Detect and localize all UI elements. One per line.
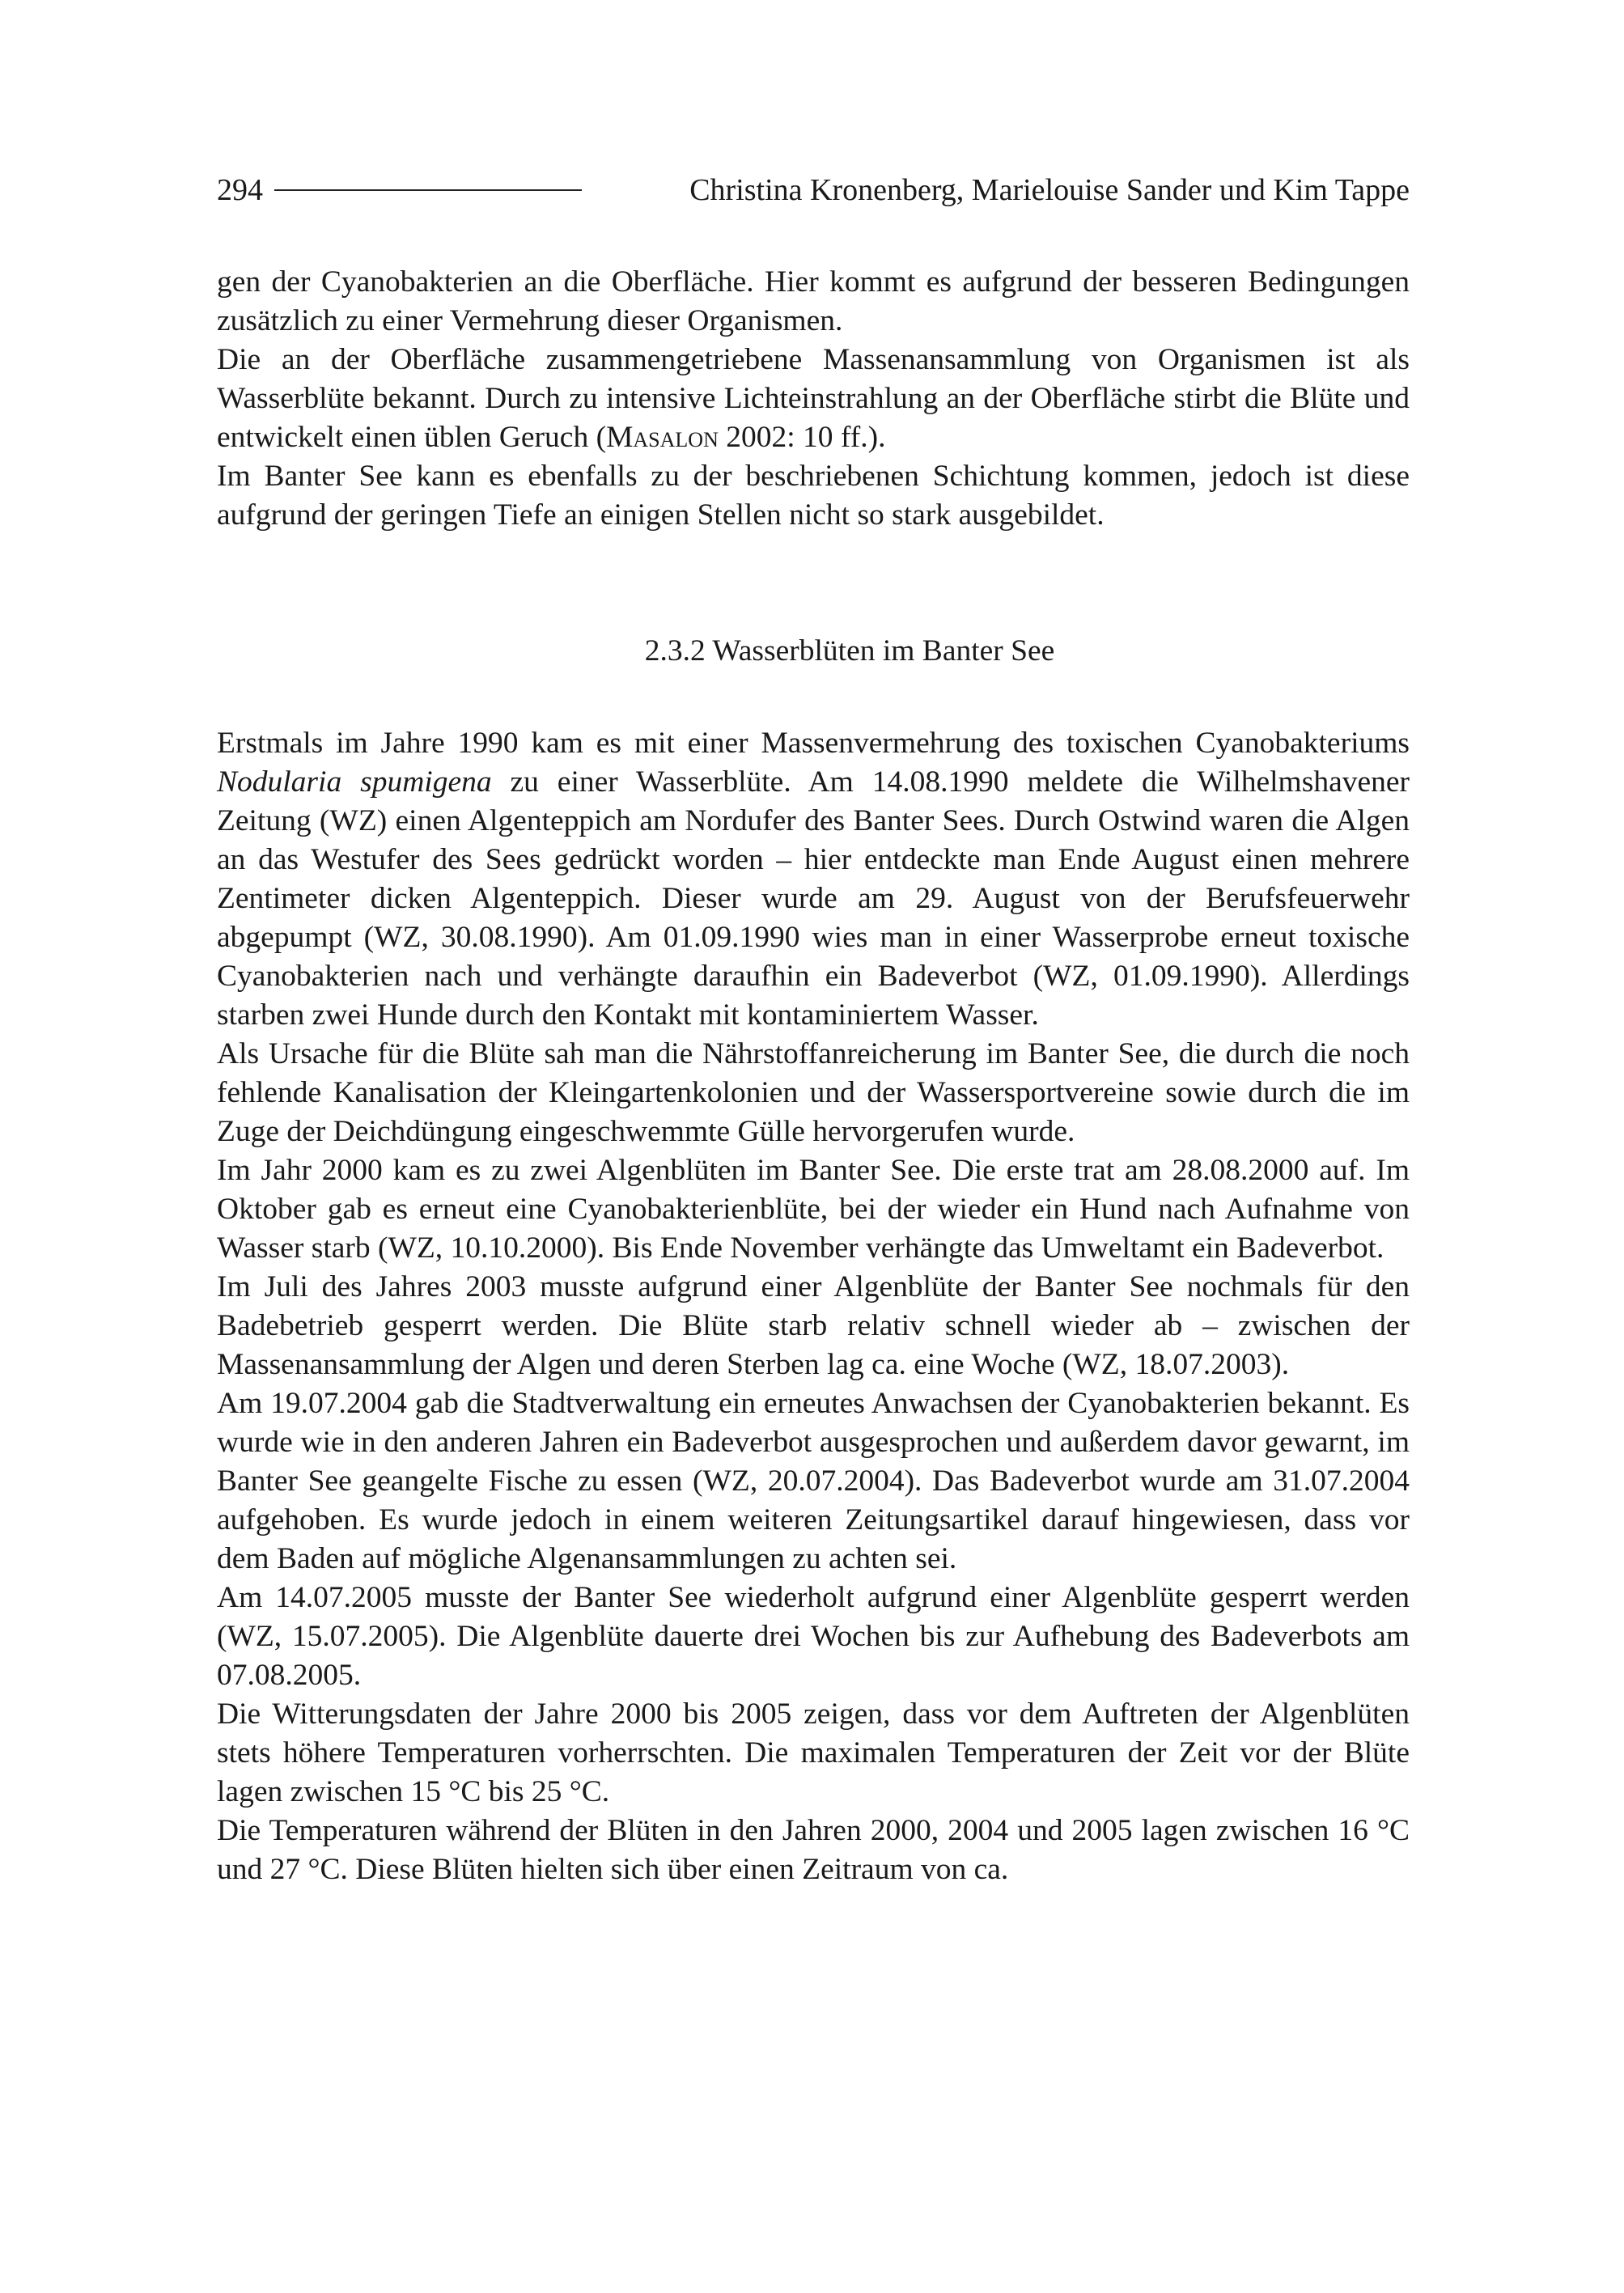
- paragraph: Am 19.07.2004 gab die Stadtverwaltung ein erneutes Anwachsen der Cyanobakterien bekannt. Es wurde wie in den anderen Jahren ein Badeverbot ausgesprochen und außerdem davor gewarnt, im Banter See geangelte Fische zu essen (WZ, 20.07.2004). Das Badeverbot wurde am 31.07.2004 aufgehoben. Es wurde jedoch in einem weiteren Zeitungsartikel darauf hingewiesen, dass vor dem Baden auf mögliche Algenansammlungen zu achten sei.: [217, 1387, 1410, 1575]
- paragraph: Im Banter See kann es ebenfalls zu der beschriebenen Schichtung kommen, jedoch ist diese aufgrund der geringen Tiefe an einigen Stellen nicht so stark ausgebildet.: [217, 460, 1410, 532]
- paragraph-text: Die an der Oberfläche zusammengetriebene Massenansammlung von Organismen ist als Wasserblüte bekannt. Durch zu intensive Lichteinstrahlung an der Oberfläche stirbt die Blüte und entwickelt einen üblen Geruch (: [217, 343, 1410, 454]
- running-head-authors: Christina Kronenberg, Marielouise Sander und Kim Tappe: [689, 173, 1410, 207]
- species-name: Nodularia spumigena: [217, 765, 492, 799]
- running-head: [217, 166, 1410, 214]
- paragraph: Am 14.07.2005 musste der Banter See wiederholt aufgrund einer Algenblüte gesperrt werden (WZ, 15.07.2005). Die Algenblüte dauerte drei Wochen bis zur Aufhebung des Badeverbots am 07.08.2005.: [217, 1581, 1410, 1692]
- paragraph: Die Witterungsdaten der Jahre 2000 bis 2005 zeigen, dass vor dem Auftreten der Algenblüten stets höhere Temperaturen vorherrschten. Die maximalen Temperaturen der Zeit vor der Blüte lagen zwischen 15 °C bis 25 °C.: [217, 1697, 1410, 1808]
- paragraph: gen der Cyanobakterien an die Oberfläche. Hier kommt es aufgrund der besseren Bedingungen zusätzlich zu einer Vermehrung dieser Organismen.: [217, 265, 1410, 337]
- paragraph: Die Temperaturen während der Blüten in den Jahren 2000, 2004 und 2005 lagen zwischen 16 °C und 27 °C. Diese Blüten hielten sich über einen Zeitraum von ca.: [217, 1814, 1410, 1886]
- paragraph: Im Juli des Jahres 2003 musste aufgrund einer Algenblüte der Banter See nochmals für den Badebetrieb gesperrt werden. Die Blüte starb relativ schnell wieder ab – zwischen der Massenansammlung der Algen und deren Sterben lag ca. eine Woche (WZ, 18.07.2003).: [217, 1270, 1410, 1381]
- paragraph-text: zu einer Wasserblüte. Am 14.08.1990 meldete die Wilhelmshavener Zeitung (WZ) einen Algenteppich am Nordufer des Banter Sees. Durch Ostwind waren die Algen an das Westufer des Sees gedrückt worden – hier entdeckte man Ende August einen mehrere Zentimeter dicken Algenteppich. Dieser wurde am 29. August von der Berufsfeuerwehr abgepumpt (WZ, 30.08.1990). Am 01.09.1990 wies man in einer Wasserprobe erneut toxische Cyanobakterien nach und verhängte daraufhin ein Badeverbot (WZ, 01.09.1990). Allerdings starben zwei Hunde durch den Kontakt mit kontaminiertem Wasser.: [217, 765, 1410, 1032]
- paragraph-text: Erstmals im Jahre 1990 kam es mit einer Massenvermehrung des toxischen Cyanobakteriums: [217, 727, 1410, 760]
- body-text: [217, 263, 1410, 1889]
- citation-author: Masalon: [606, 421, 719, 454]
- paragraph: [217, 724, 1410, 1035]
- page-number: 294: [217, 173, 263, 207]
- paragraph: Als Ursache für die Blüte sah man die Nährstoffanreicherung im Banter See, die durch die noch fehlende Kanalisation der Kleingartenkolonien und der Wassersportvereine sowie durch die im Zuge der Deichdüngung eingeschwemmte Gülle hervorgerufen wurde.: [217, 1037, 1410, 1148]
- paragraph-text: 2002: 10 ff.).: [718, 421, 886, 454]
- paragraph: Im Jahr 2000 kam es zu zwei Algenblüten im Banter See. Die erste trat am 28.08.2000 auf. Im Oktober gab es erneut eine Cyanobakterienblüte, bei der wieder ein Hund nach Aufnahme von Wasser starb (WZ, 10.10.2000). Bis Ende November verhängte das Umweltamt ein Badeverbot.: [217, 1154, 1410, 1265]
- header-rule: [274, 189, 582, 191]
- section-heading: 2.3.2 Wasserblüten im Banter See: [644, 634, 1055, 668]
- paragraph: [217, 341, 1410, 457]
